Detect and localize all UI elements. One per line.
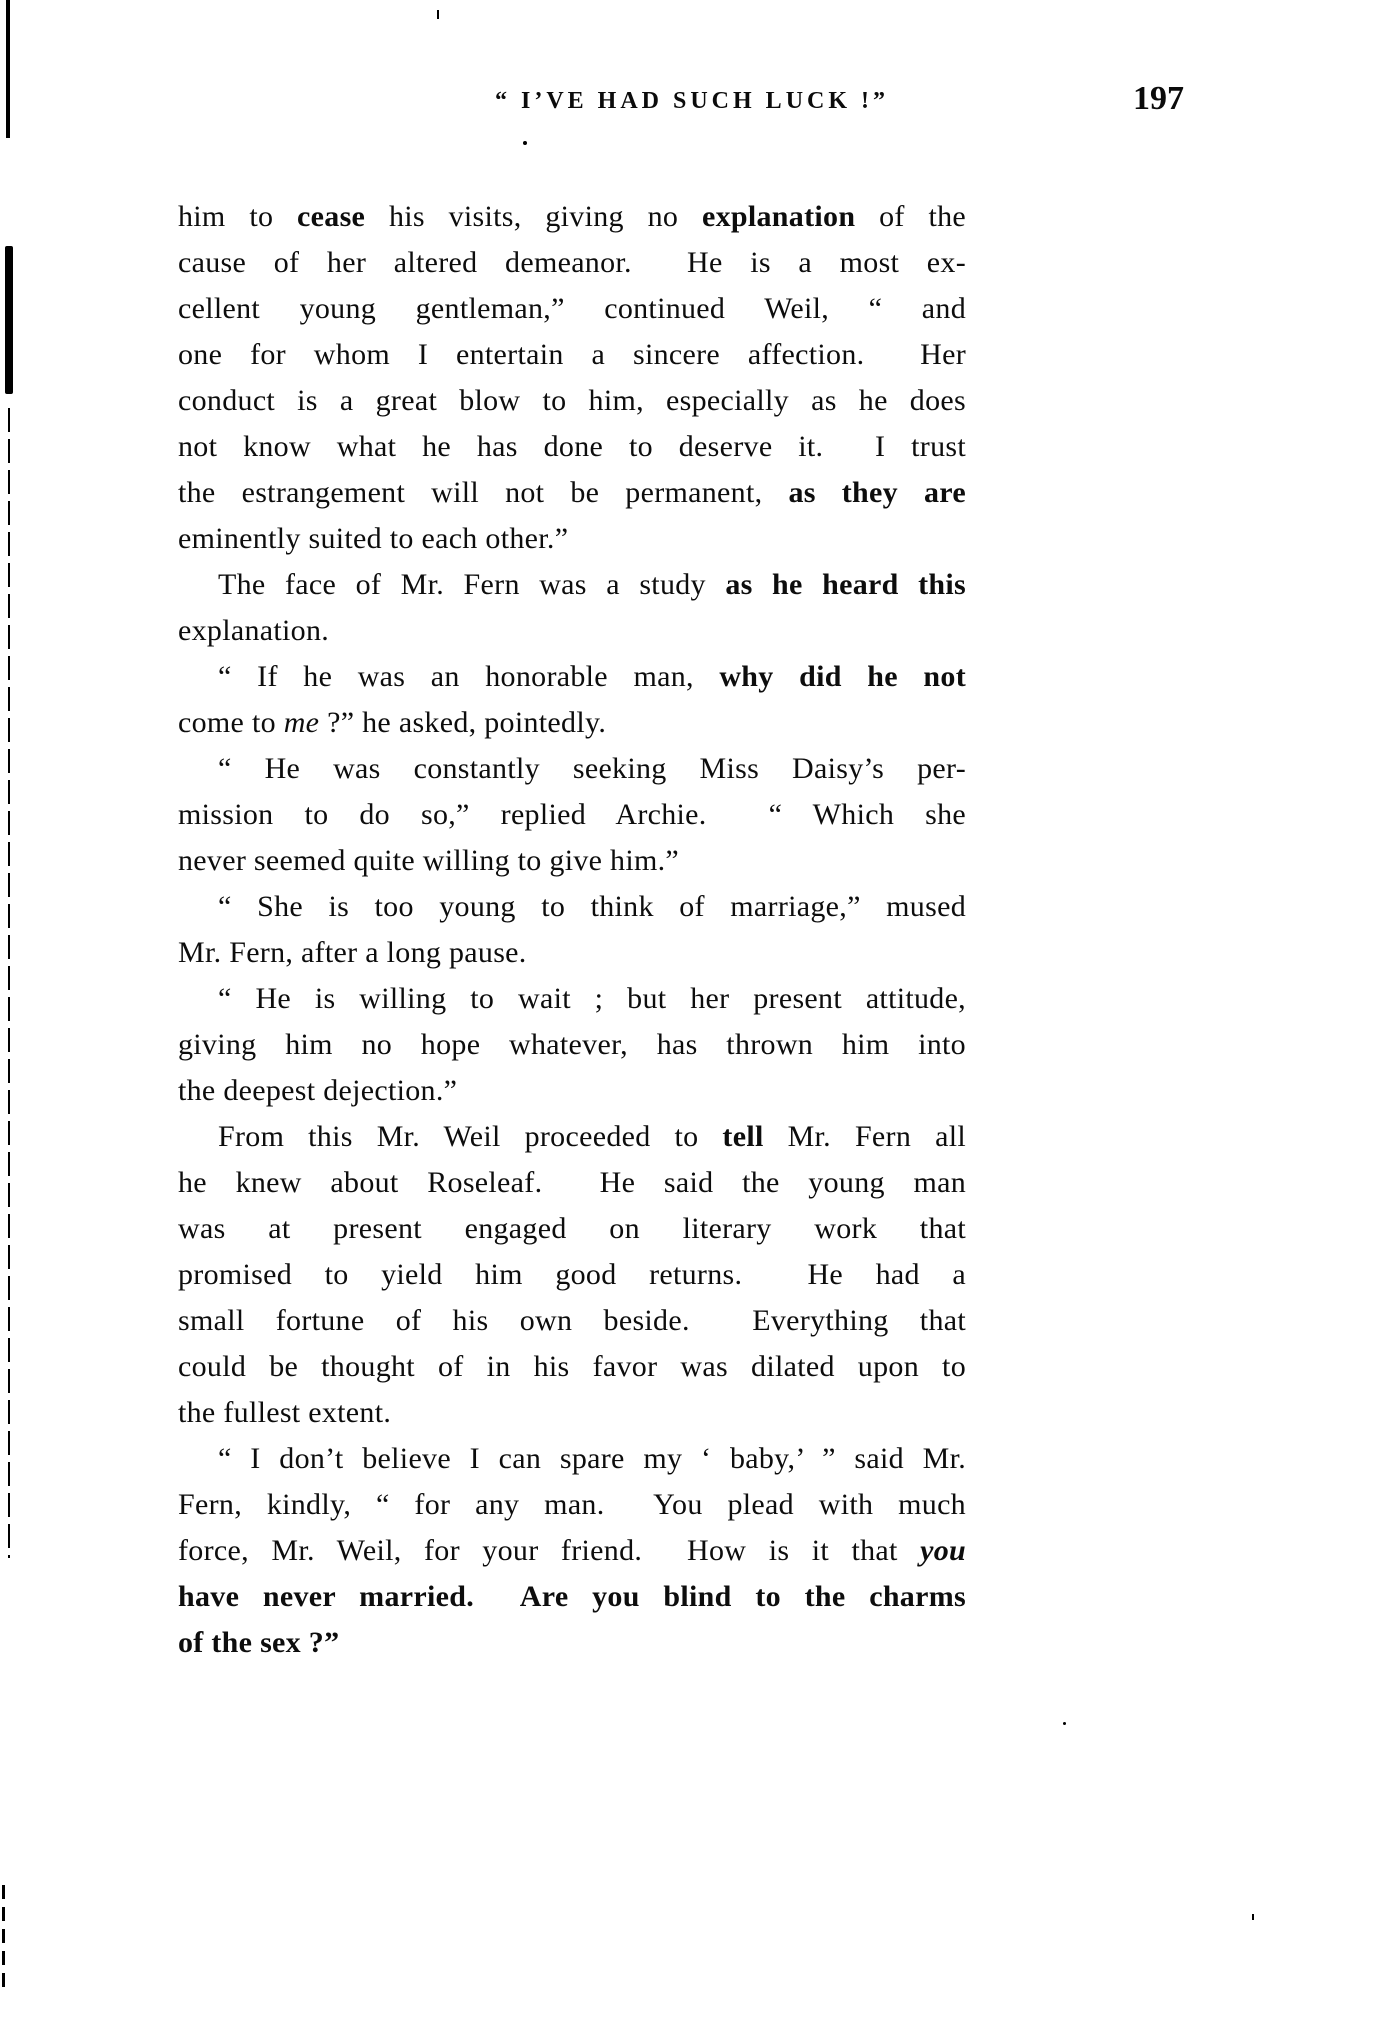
paragraph [178,194,966,562]
text-segment: “ If he was an honorable man, [218,660,720,693]
text-segment: promised to yield him good returns. He had a [178,1258,966,1291]
text-line [178,838,966,884]
text-segment: cease [297,200,366,233]
text-segment: “ She is too young to think of marriage,” mused [218,890,966,923]
text-segment: why did he not [719,660,966,693]
text-line [178,1574,966,1620]
text-line [178,516,966,562]
text-segment: was at present engaged on literary work that [178,1212,966,1245]
text-line [178,562,966,608]
text-line [178,1482,966,1528]
text-segment: cause of her altered demeanor. He is a most ex- [178,246,966,279]
text-line [178,1252,966,1298]
text-segment: he knew about Roseleaf. He said the young man [178,1166,966,1199]
text-line [178,654,966,700]
text-segment: of the sex ?” [178,1626,340,1659]
text-segment: could be thought of in his favor was dilated upon to [178,1350,966,1383]
text-segment: never seemed quite willing to give him.” [178,844,680,877]
text-segment: Fern, kindly, “ for any man. You plead with much [178,1488,966,1521]
text-line [178,1390,966,1436]
scan-speck [1063,1722,1066,1725]
text-line [178,332,966,378]
text-line [178,884,966,930]
text-line [178,470,966,516]
scan-gutter-line [2,1885,5,1990]
text-segment: me [283,706,320,739]
text-segment: him to [178,200,298,233]
text-segment: “ I don’t believe I can spare my ‘ baby,’ ” said Mr. [218,1442,966,1475]
text-segment: ?” he asked, pointedly. [319,706,607,739]
text-line [178,1068,966,1114]
paragraph [178,976,966,1114]
text-line [178,976,966,1022]
text-segment: force, Mr. Weil, for your friend. How is it that [178,1534,921,1567]
text-segment: explanation [701,200,856,233]
scan-gutter-blob [5,246,13,394]
text-line [178,792,966,838]
text-line [178,608,966,654]
scan-speck [437,10,439,19]
text-segment: Mr. Fern all [763,1120,966,1153]
text-segment: cellent young gentleman,” continued Weil, “ and [178,292,966,325]
scan-gutter-line [6,0,10,138]
text-segment: “ He is willing to wait ; but her present attitude, [218,982,966,1015]
text-line [178,240,966,286]
text-line [178,930,966,976]
text-segment: mission to do so,” replied Archie. “ Which she [178,798,966,831]
body-text [178,194,966,1666]
running-head-title: “ I’VE HAD SUCH LUCK !” [495,88,890,114]
text-segment: giving him no hope whatever, has thrown him into [178,1028,966,1061]
paragraph [178,884,966,976]
text-segment: as they are [788,476,966,509]
text-segment: explanation. [178,614,330,647]
paragraph [178,654,966,746]
text-line [178,1160,966,1206]
paragraph [178,562,966,654]
text-segment: his visits, giving no [365,200,702,233]
text-line [178,1022,966,1068]
text-segment: Mr. Fern, after a long pause. [178,936,527,969]
text-segment: tell [722,1120,764,1153]
text-segment: you [920,1534,966,1567]
text-line [178,1344,966,1390]
text-line [178,1528,966,1574]
text-segment: small fortune of his own beside. Everything that [178,1304,966,1337]
text-line [178,1206,966,1252]
text-line [178,700,966,746]
scan-speck [523,141,527,145]
text-segment: have never married. Are you blind to the charms [178,1580,966,1613]
text-segment: the fullest extent. [178,1396,392,1429]
text-segment: of the [855,200,966,233]
text-segment: the deepest dejection.” [178,1074,458,1107]
text-segment: The face of Mr. Fern was a study [218,568,726,601]
text-line [178,1114,966,1160]
paragraph [178,1114,966,1436]
scan-speck [1252,1914,1254,1920]
text-line [178,746,966,792]
text-segment: “ He was constantly seeking Miss Daisy’s per- [218,752,966,785]
text-line [178,424,966,470]
page-number: 197 [1133,80,1184,117]
text-segment: From this Mr. Weil proceeded to [218,1120,723,1153]
paragraph [178,746,966,884]
text-segment: come to [178,706,284,739]
scan-gutter-line [8,408,10,1558]
text-line [178,378,966,424]
text-segment: conduct is a great blow to him, especially as he does [178,384,966,417]
text-segment: as he heard this [725,568,966,601]
text-line [178,1436,966,1482]
text-segment: the estrangement will not be permanent, [178,476,789,509]
text-line [178,1620,966,1666]
text-segment: one for whom I entertain a sincere affection. Her [178,338,966,371]
paragraph [178,1436,966,1666]
text-line [178,286,966,332]
text-segment: eminently suited to each other.” [178,522,569,555]
text-line [178,194,966,240]
text-segment: not know what he has done to deserve it. I trust [178,430,966,463]
text-line [178,1298,966,1344]
